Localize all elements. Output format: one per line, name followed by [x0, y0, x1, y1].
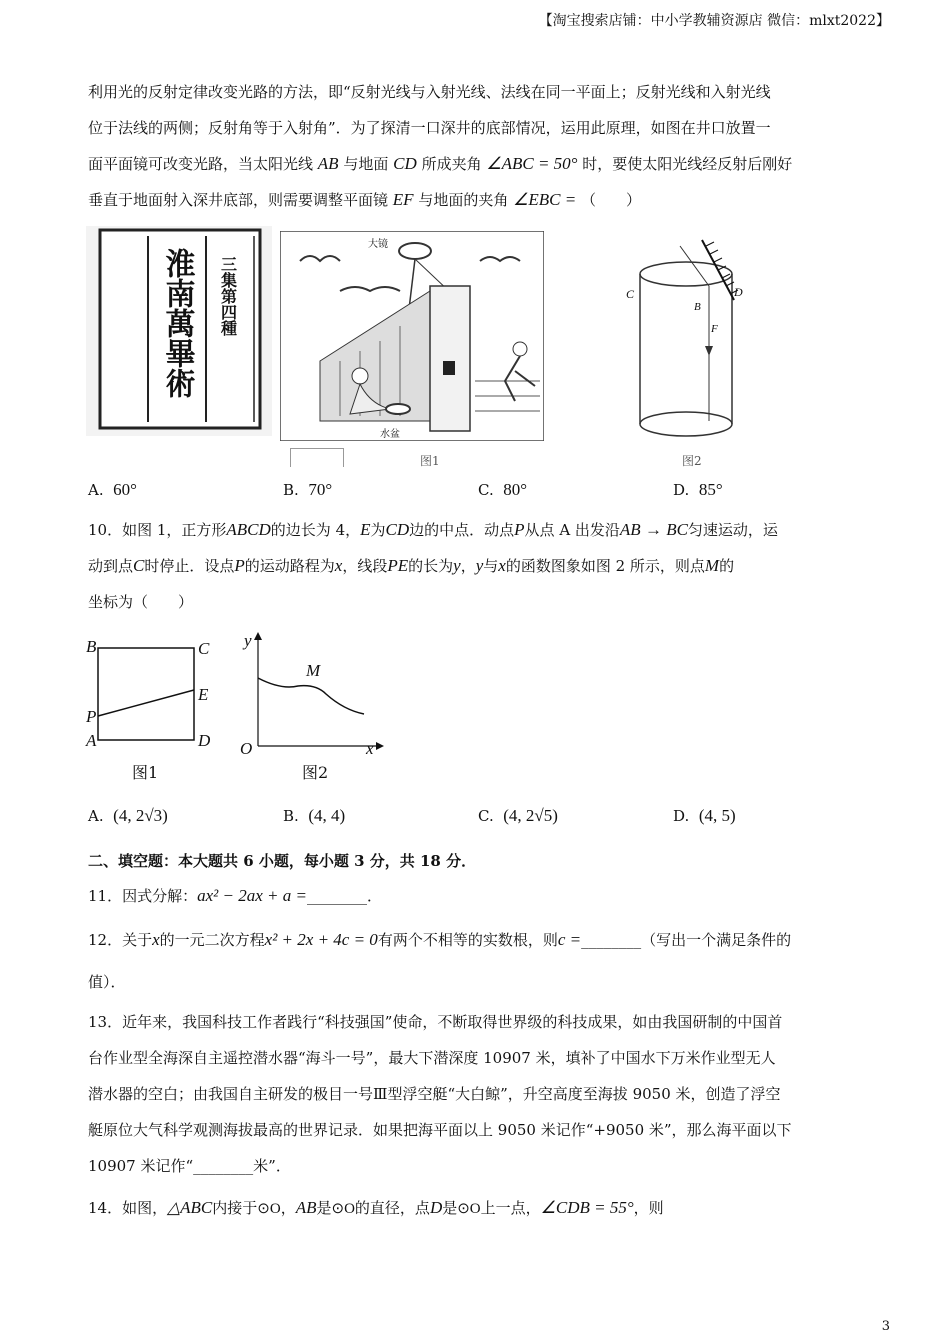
math-angle-abc: ∠ABC = 50°	[486, 154, 578, 173]
q10-option-a[interactable]: A. (4, 2√3)	[88, 806, 168, 825]
q11-blank[interactable]: ________	[306, 887, 367, 905]
question-14: 14．如图，△ABC内接于⊙O，AB是⊙O的直径，点D是⊙O上一点，∠CDB = 55°，则	[88, 1198, 664, 1217]
basin-label: 水盆	[380, 429, 400, 440]
book-side-label: 三集第四種	[218, 256, 238, 336]
q9-option-d[interactable]: D. 85°	[673, 480, 723, 499]
svg-text:x: x	[366, 739, 374, 758]
fig2-label-d: D	[734, 285, 743, 299]
svg-text:M: M	[306, 661, 321, 680]
fig2-label-f: F	[711, 323, 718, 335]
question-12: 12．关于x的一元二次方程x² + 2x + 4c = 0有两个不相等的实数根，则c =________（写出一个满足条件的 值）．	[88, 930, 792, 991]
svg-text:P: P	[86, 707, 97, 726]
fig2-label-c: C	[626, 287, 635, 301]
q10-graph-figure	[236, 628, 386, 792]
math-cd: CD	[393, 154, 417, 173]
q9-option-a[interactable]: A. 60°	[88, 480, 137, 499]
svg-text:y: y	[244, 631, 252, 650]
q9-line-4: 垂直于地面射入深井底部，则需要调整平面镜 EF 与地面的夹角 ∠EBC = （ ）	[88, 190, 642, 209]
q11-expression: ax² − 2ax + a =	[197, 886, 307, 905]
q9-line-2: 位于法线的两侧；反射角等于入射角”．为了探清一口深井的底部情况，运用此原理，如图在井口放置一	[88, 119, 771, 137]
section-2-title: 二、填空题：本大题共 6 小题，每小题 3 分，共 18 分．	[88, 852, 477, 870]
svg-text:O: O	[240, 739, 253, 758]
math-ab: AB	[317, 154, 339, 173]
book-cover-image	[86, 226, 272, 436]
question-13: 13．近年来，我国科技工作者践行“科技强国”使命，不断取得世界级的科技成果，如由我国研制的中国首 台作业型全海深自主遥控潜水器“海斗一号”，最大下潜深度 10907 米，填补了中国水下万米作业型无人 潜水器的空白；由我国自主研发的极目一号Ⅲ型浮空艇“大白鲸”，升空高度至海拔 9050 米，创造了浮空 艇原位大气科学观测海拔最高的世界记录．如果把海平面以上 9050 米记作“+9050 米”，那么海平面以下 10907 米记作“________米”．	[88, 1004, 863, 1184]
mirror-label: 大镜	[368, 239, 388, 250]
book-title: 淮南萬畢術	[159, 248, 195, 398]
svg-text:A: A	[86, 731, 97, 750]
q12-blank[interactable]: ________（写出一个满足条件的	[581, 931, 792, 949]
q13-blank-line[interactable]: 10907 米记作“________米”．	[88, 1157, 291, 1175]
q12-equation: x² + 2x + 4c = 0	[264, 930, 378, 949]
math-angle-ebc: ∠EBC =	[513, 190, 577, 209]
svg-text:E: E	[198, 685, 209, 704]
fig1-caption: 图1	[420, 454, 440, 468]
well-illustration	[280, 231, 544, 441]
q9-option-c[interactable]: C. 80°	[478, 480, 528, 499]
small-frame	[290, 448, 344, 467]
q9-option-b[interactable]: B. 70°	[283, 480, 333, 499]
q10-fig2-caption: 图2	[302, 763, 329, 782]
q10-square-figure	[84, 632, 224, 792]
well-cylinder-figure	[616, 236, 756, 446]
q10-option-b[interactable]: B. (4, 4)	[283, 806, 346, 825]
page-header: 【淘宝搜索店铺：中小学教辅资源店 微信：mlxt2022】	[538, 13, 890, 29]
q10-option-d[interactable]: D. (4, 5)	[673, 806, 736, 825]
math-ef: EF	[392, 190, 414, 209]
q10-options	[88, 806, 868, 826]
q10-line-1: 10．如图 1，正方形ABCD的边长为 4，E为CD边的中点．动点P从点 A 出发沿AB → BC匀速运动，运	[88, 520, 778, 539]
svg-text:B: B	[86, 637, 97, 656]
q10-option-c[interactable]: C. (4, 2√5)	[478, 806, 558, 825]
fig2-caption: 图2	[682, 454, 702, 468]
q9-options	[88, 480, 868, 500]
svg-text:C: C	[198, 639, 210, 658]
q10-line-2: 动到点C时停止．设点P的运动路程为x，线段PE的长为y，y与x的函数图象如图 2 所示，则点M的	[88, 556, 735, 575]
fig2-label-b: B	[694, 301, 701, 313]
page-number: 3	[881, 1319, 890, 1334]
q10-fig1-caption: 图1	[132, 763, 159, 782]
svg-text:D: D	[198, 731, 211, 750]
question-11: 11．因式分解：ax² − 2ax + a =________．	[88, 886, 382, 905]
question-10-text	[88, 512, 863, 620]
q10-line-3: 坐标为（ ）	[88, 593, 194, 611]
q9-line-3: 面平面镜可改变光路，当太阳光线 AB 与地面 CD 所成夹角 ∠ABC = 50° 时，要使太阳光线经反射后刚好	[88, 154, 793, 173]
q9-line-1: 利用光的反射定律改变光路的方法，即“反射光线与入射光线、法线在同一平面上；反射光线和入射光线	[88, 83, 771, 101]
question-9-text	[88, 74, 863, 218]
